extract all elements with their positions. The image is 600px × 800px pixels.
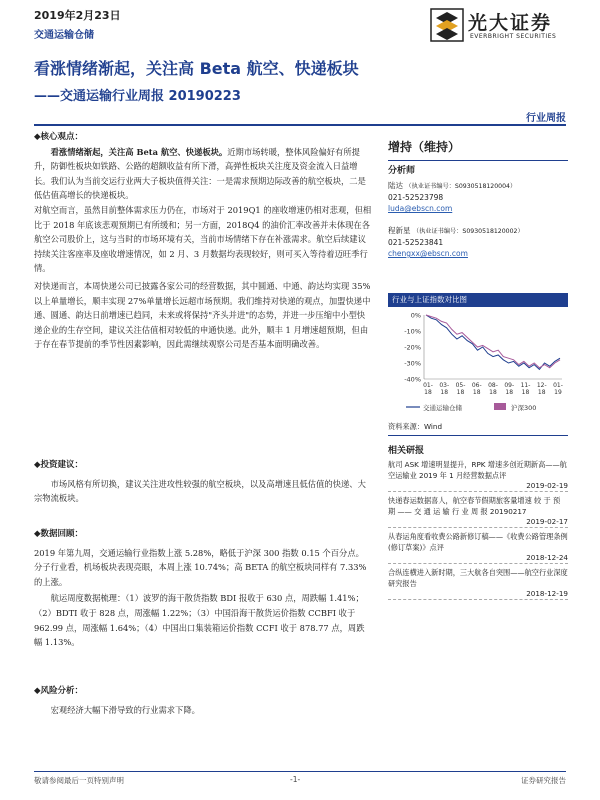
x-tick-label: 18 (505, 389, 514, 396)
analyst-card (388, 225, 568, 259)
related-report-item[interactable] (388, 532, 568, 564)
analyst-cert: （执业证书编号：S0930518120002） (412, 228, 524, 235)
x-tick-label: 18 (472, 389, 481, 396)
x-tick-label: 18 (489, 389, 497, 396)
core-section (34, 130, 372, 352)
x-tick-label: 18 (440, 389, 449, 396)
analyst-name: 程新星 (388, 226, 411, 235)
related-report-title: 合纵连横进入新时期，三大航各自突围——航空行业深度研究报告 (388, 568, 568, 588)
page-number: -1- (290, 775, 301, 784)
analyst-heading: 分析师 (388, 166, 416, 176)
related-report-date: 2019-02-19 (388, 481, 568, 492)
chart-title: 行业与上证指数对比图 (388, 293, 568, 307)
logo-text-en: EVERBRIGHT SECURITIES (470, 33, 557, 40)
x-tick-label: 09- (504, 382, 515, 389)
report-subtitle: ——交通运输行业周报 20190223 (34, 89, 241, 104)
x-tick-label: 03- (439, 382, 450, 389)
advice-text: 市场风格有所切换，建议关注进攻性较强的航空板块，以及高增速且低估值的快递、大宗物流板块。 (34, 478, 366, 504)
core-lead-bold: 看涨情绪渐起，关注高 Beta 航空、快递板块。 (50, 146, 228, 157)
rating: 增持（维持） (388, 140, 461, 154)
report-title: 看涨情绪渐起，关注高 Beta 航空、快递板块 (34, 59, 359, 78)
y-tick-label: -40% (404, 375, 421, 384)
x-tick-label: 18 (537, 389, 546, 396)
legend-swatch (494, 403, 506, 410)
core-paragraph-express: 对快递而言，本周快递公司已披露各家公司的经营数据，其中圆通、中通、韵达均实现 35%以上单量增长，顺丰实现 27%单量增长远超市场预期。我们维持对快递的观点，加盟快递中通、圆通、韵达日前增速已趋同，未来或将保持"齐头并进"的态势，并进一步压缩中小型快递企业的生存空间，建议关注估值相对较低的申通快递。此外，顺丰 1 月增速超预期，但由于存在春节提前的季节性因素影响，因此需继续观察公司是否基本面明确改善。 (34, 280, 371, 350)
footer-report-type: 证券研究报告 (521, 776, 566, 785)
sidebar-divider (388, 160, 568, 161)
data-review-heading: ◆数据回顾： (34, 529, 84, 539)
company-logo (430, 6, 570, 46)
x-tick-label: 11- (520, 382, 531, 389)
report-type-tag: 行业周报 (526, 113, 566, 124)
related-report-date: 2019-02-17 (388, 517, 568, 528)
analyst-email[interactable]: luda@ebscn.com (388, 204, 453, 213)
risk-section (34, 684, 372, 717)
data-review-section (34, 527, 372, 650)
y-tick-label: 0% (410, 311, 421, 320)
related-report-title: 快递春运数据喜人，航空春节假期旅客量增速 较 于 预 期 —— 交 通 运 输 行 业 周 报 20190217 (388, 496, 561, 516)
x-tick-label: 08- (488, 382, 498, 389)
x-tick-label: 05- (455, 382, 466, 389)
footer-rule (34, 771, 566, 772)
x-tick-label: 06- (471, 382, 482, 389)
analyst-block (388, 166, 568, 259)
risk-text: 宏观经济大幅下滑导致的行业需求下降。 (50, 704, 200, 715)
title-rule (34, 124, 566, 126)
analyst-phone: 021-52523841 (388, 238, 444, 247)
y-tick-label: -20% (404, 343, 421, 352)
chart-source: 资料来源：Wind (388, 422, 443, 431)
advice-section (34, 458, 372, 506)
x-tick-label: 18 (424, 389, 432, 396)
data-review-paragraph-1: 2019 年第九周，交通运输行业指数上涨 5.28%，略低于沪深 300 指数 0.15 个百分点。分子行业看，机场板块表现亮眼，本周上涨 10.74%；高 BETA 的航空板块同样有 7.33%的上涨。 (34, 547, 367, 587)
footer-disclaimer: 敬请参阅最后一页特别声明 (34, 776, 124, 785)
x-tick-label: 19 (554, 389, 562, 396)
related-report-item[interactable] (388, 496, 568, 528)
risk-heading: ◆风险分析： (34, 686, 84, 696)
series-line-hs300 (426, 315, 560, 368)
core-heading: ◆核心观点： (34, 132, 84, 142)
advice-heading: ◆投资建议： (34, 460, 84, 470)
industry-category: 交通运输仓储 (34, 30, 94, 41)
report-date: 2019年2月23日 (34, 9, 121, 22)
related-report-date: 2018-12-24 (388, 553, 568, 564)
related-report-date: 2018-12-19 (388, 589, 568, 600)
core-lead-text: 近期市场转暖，整体风险偏好有所提升，防御性板块如铁路、公路的超额收益有所下滑，高弹性板块关注度及资金流入日益增长。我们认为当前交运行业两大子板块值得关注：一是需求预期边际改善的航空板块，二是低估值高增长的快递板块。 (34, 146, 366, 201)
sidebar-divider (388, 435, 568, 436)
legend-label: 沪深300 (511, 404, 537, 412)
analyst-card (388, 180, 568, 214)
analyst-phone: 021-52523798 (388, 193, 444, 202)
related-reports (388, 446, 568, 604)
x-tick-label: 12- (536, 382, 547, 389)
y-tick-label: -30% (404, 359, 421, 368)
x-tick-label: 18 (521, 389, 530, 396)
analyst-email[interactable]: chengxx@ebscn.com (388, 249, 468, 258)
logo-mark-icon (430, 8, 464, 42)
related-report-item[interactable] (388, 460, 568, 492)
related-report-title: 航司 ASK 增速明显提升，RPK 增速多创近期新高——航空运输业 2019 年 1 月经营数据点评 (388, 460, 567, 480)
core-paragraph-aviation: 对航空而言，虽然目前整体需求压力仍在，市场对于 2019Q1 的座收增速仍相对悲观，但相比于 2018 年底该悲观预期已有所缓和；另一方面，2018Q4 的油价汇率改善并未体现在各航空公司股价上，这与当时的市场环境有关，当前市场情绪下存在补涨需求。航空后续建议持续关注客座率及座收增速情况，如 2 月、3 月数据均表现较好，则可买入等待着迈旺季行情。 (34, 204, 372, 274)
related-heading: 相关研报 (388, 446, 425, 456)
data-review-paragraph-2: 航运周度数据梳理：（1）波罗的海干散货指数 BDI 报收于 630 点，周跌幅 1.41%；（2）BDTI 收于 828 点，周涨幅 1.22%；（3）中国沿海干散货运价指数 CCBFI 收于 962.99 点，周涨幅 1.64%；（4）中国出口集装箱运价指数 CCFI 收于 878.77 点，周跌幅 1.13%。 (34, 593, 365, 648)
comparison-chart (388, 309, 568, 419)
x-tick-label: 01- (553, 382, 563, 389)
analyst-cert: （执业证书编号：S0930518120004） (405, 183, 517, 190)
related-report-item[interactable] (388, 568, 568, 600)
logo-text-cn: 光大证券 (468, 12, 553, 34)
x-tick-label: 01- (423, 382, 433, 389)
core-lead-paragraph (34, 145, 372, 203)
related-report-list (388, 460, 568, 600)
legend-label: 交通运输仓储 (423, 404, 462, 412)
analyst-name: 陆达 (388, 181, 403, 190)
x-tick-label: 18 (456, 389, 465, 396)
related-report-title: 从春运角度看收费公路新修订稿——《收费公路管理条例(修订草案)》点评 (388, 532, 568, 552)
y-tick-label: -10% (404, 327, 421, 336)
